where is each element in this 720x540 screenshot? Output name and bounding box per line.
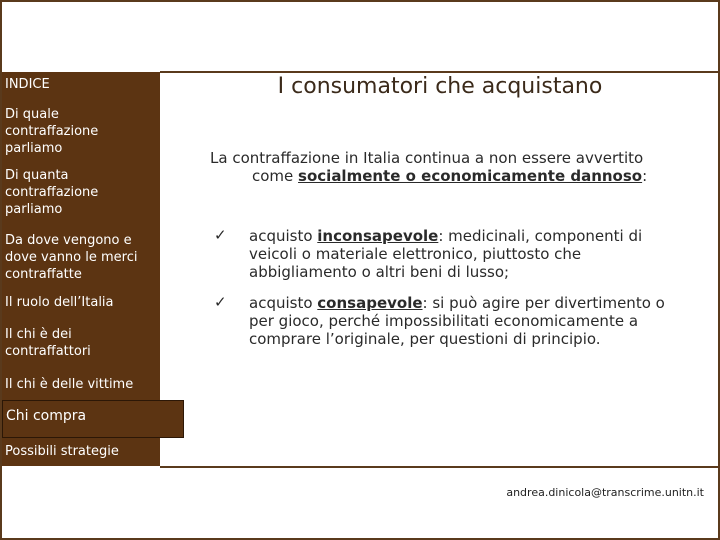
- sidebar-item-vittime[interactable]: Il chi è delle vittime: [5, 377, 134, 392]
- footer-email: andrea.dinicola@transcrime.unitn.it: [506, 486, 704, 499]
- intro-paragraph: [210, 149, 680, 185]
- bullet-lead: acquisto: [249, 294, 318, 312]
- sidebar-item-di-quanta[interactable]: Di quanta contraffazione parliamo: [5, 168, 99, 217]
- intro-emphasis: socialmente o economicamente dannoso: [298, 167, 643, 185]
- intro-post: :: [642, 167, 648, 185]
- sidebar-item-ruolo-italia[interactable]: Il ruolo dell’Italia: [5, 295, 114, 310]
- intro-line-2: [210, 167, 680, 185]
- sidebar-item-strategie[interactable]: Possibili strategie: [5, 444, 119, 459]
- sidebar-item-di-quale[interactable]: Di quale contraffazione parliamo: [5, 107, 99, 156]
- intro-pre: come: [252, 167, 299, 185]
- bullet-emphasis: consapevole: [317, 294, 423, 312]
- bullet-rest: : medicinali, componenti di veicoli o materiale elettronico, piuttosto che abbigliamento o altri beni di lusso;: [249, 227, 643, 281]
- bullet-emphasis: inconsapevole: [317, 227, 439, 245]
- checkmark-icon: ✓: [214, 293, 227, 311]
- sidebar-item-chi-compra-label: Chi compra: [6, 408, 87, 424]
- bullet-item: [249, 294, 689, 348]
- checkmark-icon: ✓: [214, 226, 227, 244]
- sidebar-item-indice[interactable]: INDICE: [5, 77, 50, 92]
- sidebar-item-da-dove[interactable]: Da dove vengono e dove vanno le merci contraffatte: [5, 233, 138, 282]
- intro-line-1: La contraffazione in Italia continua a non essere avvertito: [210, 149, 644, 167]
- sidebar-item-contraffattori[interactable]: Il chi è dei contraffattori: [5, 327, 91, 359]
- top-rule: [160, 71, 718, 73]
- bottom-rule: [160, 466, 718, 468]
- bullet-item: [249, 227, 689, 281]
- bullet-lead: acquisto: [249, 227, 318, 245]
- slide-title: I consumatori che acquistano: [277, 74, 603, 99]
- bullet-rest: : si può agire per divertimento o per gioco, perché impossibilitati economicamente a comprare l’originale, per questioni di principio.: [249, 294, 665, 348]
